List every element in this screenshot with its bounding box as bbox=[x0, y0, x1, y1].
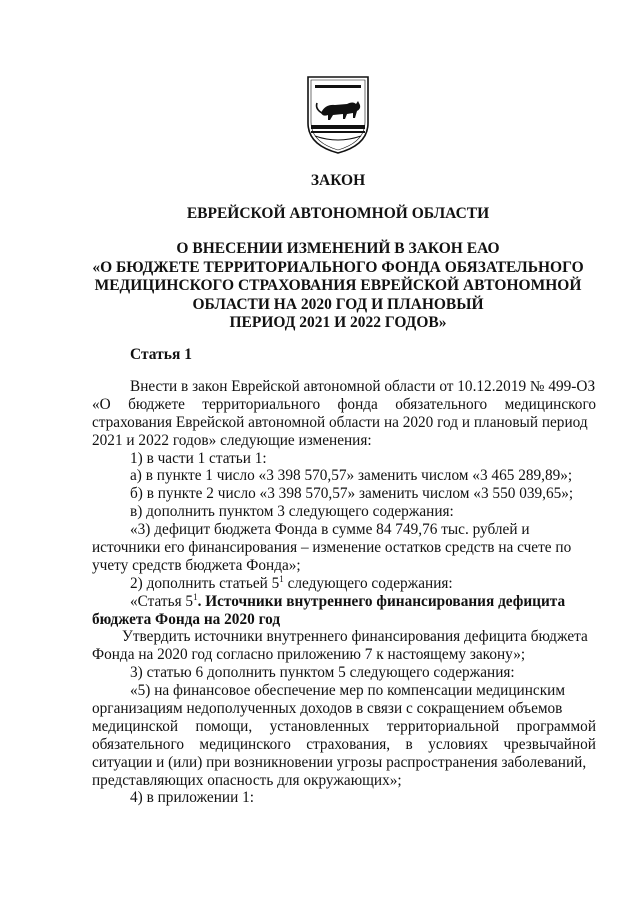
paragraph-line: обязательного медицинского страхования, в условиях чрезвычайной bbox=[92, 735, 596, 753]
paragraph-line: в) дополнить пунктом 3 следующего содержания: bbox=[130, 503, 454, 521]
paragraph-line: б) в пункте 2 число «3 398 570,57» заменить числом «3 550 039,65»; bbox=[130, 485, 574, 503]
paragraph-line: медицинской помощи, установленных территориальной программой bbox=[92, 717, 596, 735]
paragraph-line: 4) в приложении 1: bbox=[130, 789, 254, 807]
law-heading-line: ПЕРИОД 2021 И 2022 ГОДОВ» bbox=[229, 314, 447, 331]
paragraph-line: Фонда на 2020 год согласно приложению 7 к настоящему закону»; bbox=[92, 646, 526, 664]
superscript: 1 bbox=[193, 591, 198, 602]
paragraph-line: организациям недополученных доходов в связи с сокращением объемов bbox=[92, 700, 563, 718]
paragraph-line: а) в пункте 1 число «3 398 570,57» заменить числом «3 465 289,89»; bbox=[130, 467, 573, 485]
article-title: Статья 1 bbox=[130, 346, 192, 363]
paragraph-line: представляющих опасность для окружающих»; bbox=[92, 771, 402, 789]
text-fragment: следующего содержания: bbox=[283, 574, 453, 592]
text-fragment: 2) дополнить статьей 5 bbox=[130, 574, 280, 592]
article-body bbox=[92, 378, 596, 807]
paragraph-line: бюджета Фонда на 2020 год bbox=[92, 610, 281, 628]
paragraph-line: 3) статью 6 дополнить пунктом 5 следующего содержания: bbox=[130, 664, 515, 682]
text-fragment: «Статья 5 bbox=[130, 592, 194, 610]
paragraph-line: 1) в части 1 статьи 1: bbox=[130, 449, 267, 467]
paragraph-line: учету средств бюджета Фонда»; bbox=[92, 556, 301, 574]
region-title: ЕВРЕЙСКОЙ АВТОНОМНОЙ ОБЛАСТИ bbox=[186, 205, 490, 222]
paragraph-line: «5) на финансовое обеспечение мер по компенсации медицинским bbox=[130, 682, 566, 700]
law-heading-line: «О БЮДЖЕТЕ ТЕРРИТОРИАЛЬНОГО ФОНДА ОБЯЗАТЕЛЬНОГО bbox=[92, 258, 584, 276]
text-fragment: . Источники внутреннего финансирования дефицита bbox=[197, 592, 566, 610]
superscript: 1 bbox=[279, 573, 284, 584]
paragraph-line: источники его финансирования – изменение остатков средств на счете по bbox=[92, 539, 572, 557]
paragraph-line: «О бюджете территориального фонда обязательного медицинского bbox=[92, 395, 596, 413]
paragraph-line: страхования Еврейской автономной области на 2020 год и плановый период bbox=[92, 413, 588, 431]
law-heading bbox=[0, 240, 640, 333]
law-heading-line: О ВНЕСЕНИИ ИЗМЕНЕНИЙ В ЗАКОН ЕАО bbox=[176, 240, 500, 257]
law-heading-line: МЕДИЦИНСКОГО СТРАХОВАНИЯ ЕВРЕЙСКОЙ АВТОНОМНОЙ bbox=[94, 277, 582, 294]
paragraph-line: Утвердить источники внутреннего финансирования дефицита бюджета bbox=[122, 628, 588, 646]
paragraph-line bbox=[92, 593, 596, 611]
paragraph-line: Внести в закон Еврейской автономной области от 10.12.2019 № 499-ОЗ bbox=[130, 378, 596, 395]
coat-of-arms-icon bbox=[303, 73, 373, 155]
paragraph-line: 2021 и 2022 годов» следующие изменения: bbox=[92, 431, 372, 449]
paragraph-line: ситуации и (или) при возникновении угрозы распространения заболеваний, bbox=[92, 753, 587, 771]
paragraph-line: «3) дефицит бюджета Фонда в сумме 84 749,76 тыс. рублей и bbox=[130, 521, 530, 539]
document-type-title: ЗАКОН bbox=[310, 172, 366, 189]
paragraph-line bbox=[92, 575, 596, 593]
law-heading-line: ОБЛАСТИ НА 2020 ГОД И ПЛАНОВЫЙ bbox=[192, 295, 484, 313]
